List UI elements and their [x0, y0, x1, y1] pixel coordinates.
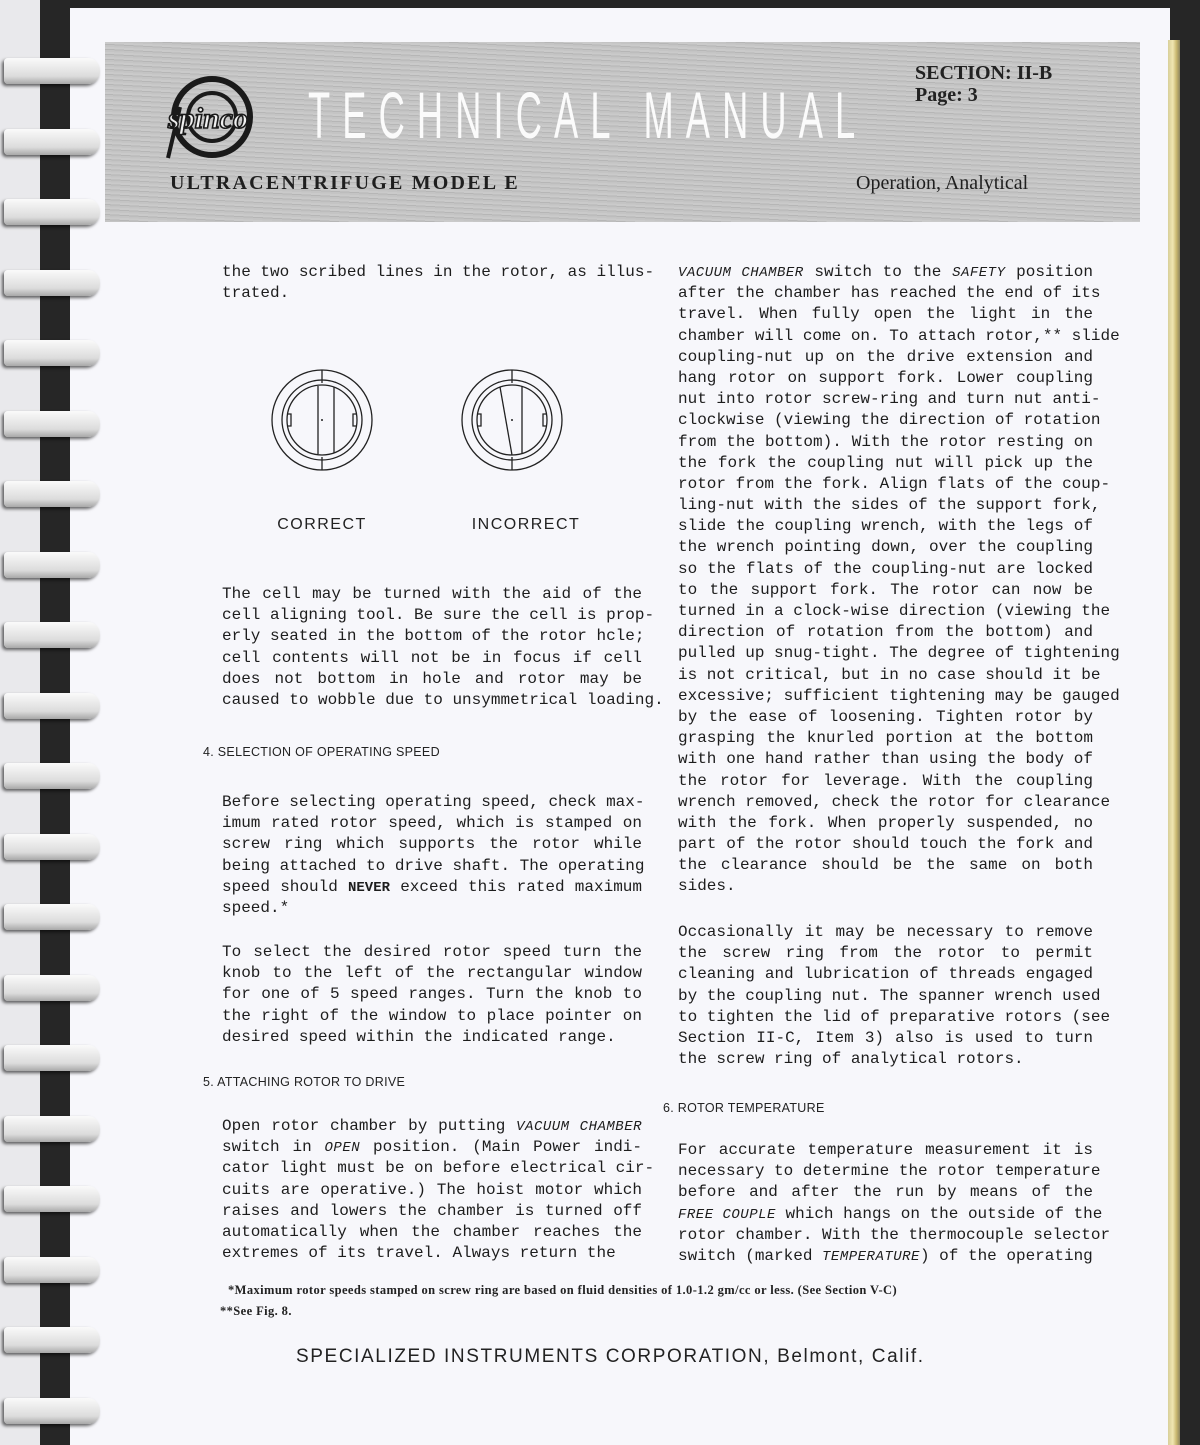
text-segment: The cell may be turned with the aid of the	[222, 585, 642, 603]
text-line	[678, 643, 1120, 664]
text-line	[678, 326, 1120, 347]
text-segment: screw ring which supports the rotor while	[222, 835, 642, 854]
text-segment: trated.	[222, 284, 290, 303]
text-line	[678, 1161, 1101, 1182]
text-line	[678, 1007, 1111, 1028]
text-segment: cell aligning tool. Be sure the cell is prop-	[222, 606, 655, 625]
subject-label: Operation, Analytical	[856, 172, 1029, 194]
text-line	[222, 1027, 642, 1048]
text-line	[222, 1158, 655, 1179]
text-line	[222, 1201, 642, 1222]
text-line	[678, 410, 1101, 431]
text-segment: after the chamber has reached the end of its	[678, 284, 1101, 303]
text-line	[222, 834, 642, 855]
text-segment: for one of 5 speed ranges. Turn the knob to	[222, 985, 642, 1004]
company-footer: SPECIALIZED INSTRUMENTS CORPORATION, Belmont, Calif.	[296, 1346, 925, 1367]
text-segment: travel. When fully open the light in the	[678, 305, 1093, 324]
text-segment: automatically when the chamber reaches the	[222, 1222, 642, 1241]
text-line	[678, 559, 1093, 580]
text-segment: knob to the left of the rectangular window	[222, 964, 642, 983]
text-segment: turned in a clock-wise direction (viewing the	[678, 602, 1111, 620]
text-line	[678, 347, 1093, 368]
text-segment: which hangs on the outside of the	[775, 1204, 1103, 1223]
binding-ring	[4, 622, 100, 648]
text-line	[678, 304, 1093, 325]
italic-term: SAFETY	[952, 265, 1006, 281]
binding-ring	[4, 693, 100, 719]
text-segment: is not critical, but in no case should it be	[678, 665, 1101, 684]
cell-paragraph	[222, 584, 664, 711]
text-segment: does not bottom in hole and rotor may be	[222, 669, 642, 688]
text-segment: the clearance should be the same on both	[678, 856, 1093, 875]
manual-title: TECHNICAL MANUAL	[308, 78, 868, 152]
text-segment: imum rated rotor speed, which is stamped on	[222, 814, 642, 833]
text-segment: sides.	[678, 877, 736, 896]
binding-ring	[4, 199, 100, 225]
italic-term: OPEN	[324, 1140, 361, 1157]
text-segment: Occasionally it may be necessary to remove	[678, 923, 1093, 941]
text-line	[678, 749, 1093, 770]
text-line	[222, 856, 645, 877]
binding-ring	[4, 1257, 100, 1283]
text-line	[678, 432, 1093, 453]
text-segment: the rotor for leverage. With the coupling	[678, 771, 1093, 790]
text-segment: clockwise (viewing the direction of rotation	[678, 411, 1101, 430]
binding-ring	[4, 129, 100, 155]
text-line	[678, 855, 1093, 876]
text-segment: by the coupling nut. The spanner wrench used	[678, 986, 1101, 1005]
text-segment: the fork the coupling nut will pick up the	[678, 453, 1093, 472]
text-line	[678, 580, 1093, 601]
text-segment: direction of rotation from the bottom) and	[678, 623, 1093, 642]
text-segment: excessive; sufficient tightening may be gauged	[678, 686, 1120, 705]
bold-term: NEVER	[348, 879, 391, 896]
footnote-1: *Maximum rotor speeds stamped on screw ring are based on fluid densities of 1.0-1.2 gm/cc or less. (See Section V-C)	[228, 1283, 898, 1297]
text-line	[222, 1006, 642, 1027]
attach-paragraph	[222, 1116, 655, 1264]
text-segment: ) of the operating	[919, 1246, 1093, 1265]
heading-attaching-rotor: 5. ATTACHING ROTOR TO DRIVE	[203, 1075, 406, 1089]
text-segment: with the fork. When properly suspended, no	[678, 813, 1093, 832]
text-segment: being attached to drive shaft. The operating	[222, 856, 645, 875]
binding-ring	[4, 904, 100, 930]
binding-ring	[4, 1045, 100, 1071]
text-line	[678, 474, 1111, 495]
binding-ring	[4, 552, 100, 578]
text-segment: coupling-nut up on the drive extension and	[678, 347, 1093, 366]
text-segment: pulled up snug-tight. The degree of tightening	[678, 644, 1120, 663]
intro-text	[222, 262, 655, 304]
text-line	[222, 584, 642, 605]
page-number: Page: 3	[915, 84, 978, 106]
text-line	[678, 537, 1093, 558]
section-label	[915, 62, 1052, 106]
text-line	[222, 942, 642, 963]
text-segment: desired speed within the indicated range.	[222, 1027, 616, 1046]
text-segment: Open rotor chamber by putting	[222, 1117, 517, 1135]
text-line	[222, 648, 642, 669]
text-line	[222, 984, 642, 1005]
binding-ring	[4, 763, 100, 789]
correct-alignment-diagram	[262, 360, 382, 480]
text-segment: Before selecting operating speed, check max-	[222, 793, 645, 811]
text-segment: part of the rotor should touch the fork and	[678, 835, 1093, 854]
text-segment: speed.*	[222, 898, 290, 917]
text-line	[222, 898, 642, 919]
italic-term: VACUUM CHAMBER	[516, 1119, 642, 1135]
text-line	[678, 1204, 1103, 1225]
text-line	[678, 665, 1101, 686]
text-line	[678, 283, 1101, 304]
svg-text:spinco: spinco	[167, 102, 249, 135]
text-line	[222, 1116, 642, 1137]
text-line	[222, 262, 655, 283]
text-line	[678, 453, 1093, 474]
text-segment: necessary to determine the rotor temperature	[678, 1162, 1101, 1181]
text-segment: the screw ring of analytical rotors.	[678, 1050, 1024, 1069]
text-line	[222, 792, 645, 813]
text-segment: to the support fork. The rotor can now be	[678, 580, 1093, 599]
text-line	[678, 516, 1093, 537]
italic-term: TEMPERATURE	[822, 1248, 920, 1265]
text-segment: ling-nut with the sides of the support fork,	[678, 496, 1101, 515]
correct-caption: CORRECT	[277, 516, 367, 533]
text-segment: slide the coupling wrench, with the legs of	[678, 517, 1093, 536]
text-segment: extremes of its travel. Always return the	[222, 1244, 616, 1263]
text-segment: cator light must be on before electrical cir-	[222, 1159, 655, 1178]
attach-continued-paragraph	[678, 262, 1120, 898]
text-line	[678, 262, 1093, 283]
text-segment: speed should	[222, 877, 348, 896]
text-line	[678, 792, 1111, 813]
incorrect-caption: INCORRECT	[471, 516, 581, 533]
text-line	[222, 813, 642, 834]
text-line	[222, 605, 655, 626]
text-line	[678, 1182, 1093, 1203]
footnote-2: **See Fig. 8.	[220, 1304, 292, 1318]
text-segment: the screw ring from the rotor to permit	[678, 944, 1093, 963]
text-segment: erly seated in the bottom of the rotor hcle;	[222, 627, 645, 646]
text-line	[222, 1243, 642, 1264]
text-segment: to tighten the lid of preparative rotors (see	[678, 1007, 1111, 1026]
text-segment: cell contents will not be in focus if cell	[222, 648, 642, 667]
text-segment: cuits are operative.) The hoist motor which	[222, 1180, 642, 1199]
text-segment: position	[1005, 263, 1093, 281]
text-segment: wrench removed, check the rotor for clearance	[678, 792, 1111, 811]
spinco-logo	[150, 72, 265, 162]
binding-ring	[4, 975, 100, 1001]
text-line	[678, 986, 1101, 1007]
binding-ring	[4, 481, 100, 507]
text-segment: grasping the knurled portion at the bottom	[678, 729, 1093, 748]
text-segment: raises and lowers the chamber is turned off	[222, 1201, 642, 1220]
binding-ring	[4, 1116, 100, 1142]
text-line	[222, 1222, 642, 1243]
text-line	[222, 1137, 642, 1158]
text-segment: caused to wobble due to unsymmetrical loading.	[222, 690, 664, 709]
speed-paragraph-1	[222, 792, 645, 919]
binding-ring	[4, 1186, 100, 1212]
text-segment: exceed this rated maximum	[390, 877, 642, 896]
text-line	[678, 389, 1101, 410]
text-line	[678, 1140, 1093, 1161]
text-line	[678, 834, 1093, 855]
text-line	[678, 1028, 1093, 1049]
text-segment: cleaning and lubrication of threads engaged	[678, 965, 1093, 984]
binding-ring	[4, 1327, 100, 1353]
binding-ring	[4, 58, 100, 84]
binding-ring	[4, 411, 100, 437]
text-line	[678, 686, 1120, 707]
binding-ring	[4, 340, 100, 366]
text-line	[678, 943, 1093, 964]
binding-ring	[4, 834, 100, 860]
binding-ring	[4, 270, 100, 296]
text-line	[678, 876, 1093, 897]
text-segment: before and after the run by means of the	[678, 1183, 1093, 1202]
text-line	[222, 669, 642, 690]
text-line	[678, 1049, 1093, 1070]
heading-rotor-temperature: 6. ROTOR TEMPERATURE	[663, 1101, 825, 1115]
text-segment: hang rotor on support fork. Lower coupling	[678, 368, 1093, 387]
incorrect-alignment-diagram	[452, 360, 572, 480]
text-segment: rotor chamber. With the thermocouple selector	[678, 1225, 1111, 1244]
italic-term: FREE COUPLE	[678, 1206, 776, 1223]
text-segment: so the flats of the coupling-nut are locked	[678, 559, 1093, 578]
temperature-paragraph	[678, 1140, 1111, 1267]
italic-term: VACUUM CHAMBER	[678, 265, 804, 281]
text-line	[678, 728, 1093, 749]
section-number: SECTION: II-B	[915, 62, 1053, 84]
text-segment: switch in	[222, 1138, 325, 1157]
text-segment: the right of the window to place pointer on	[222, 1006, 642, 1025]
text-segment: Section II-C, Item 3) also is used to turn	[678, 1028, 1093, 1047]
text-line	[678, 707, 1093, 728]
speed-paragraph-2	[222, 942, 642, 1048]
text-line	[678, 601, 1111, 622]
text-line	[222, 626, 645, 647]
text-line	[222, 1180, 642, 1201]
binding-ring	[4, 1398, 100, 1424]
text-line	[678, 1225, 1111, 1246]
text-segment: with one hand rather than using the body of	[678, 750, 1093, 769]
page-stack-edge	[1168, 40, 1180, 1445]
text-segment: chamber will come on. To attach rotor,** slide	[678, 326, 1120, 345]
text-segment: position. (Main Power indi-	[360, 1138, 643, 1157]
text-line	[678, 922, 1093, 943]
text-segment: For accurate temperature measurement it is	[678, 1141, 1093, 1159]
text-line	[222, 877, 642, 898]
text-line	[678, 813, 1093, 834]
text-line	[678, 368, 1093, 389]
text-line	[222, 963, 642, 984]
text-segment: the wrench pointing down, over the coupling	[678, 538, 1093, 557]
model-name: ULTRACENTRIFUGE MODEL E	[170, 172, 520, 194]
text-line	[678, 1246, 1093, 1267]
text-line	[222, 283, 642, 304]
text-segment: To select the desired rotor speed turn the	[222, 943, 642, 961]
text-line	[678, 771, 1093, 792]
text-line	[678, 622, 1093, 643]
text-segment: the two scribed lines in the rotor, as illus-	[222, 263, 655, 281]
text-segment: nut into rotor screw-ring and turn nut anti-	[678, 390, 1101, 409]
heading-operating-speed: 4. SELECTION OF OPERATING SPEED	[203, 745, 440, 759]
text-segment: by the ease of loosening. Tighten rotor by	[678, 707, 1093, 726]
text-segment: switch to the	[803, 263, 953, 281]
text-line	[678, 964, 1093, 985]
text-line	[222, 690, 664, 711]
text-segment: rotor from the fork. Align flats of the coup-	[678, 474, 1111, 493]
text-segment: from the bottom). With the rotor resting on	[678, 432, 1093, 451]
text-line	[678, 495, 1101, 516]
screw-ring-paragraph	[678, 922, 1111, 1070]
text-segment: switch (marked	[678, 1246, 823, 1265]
